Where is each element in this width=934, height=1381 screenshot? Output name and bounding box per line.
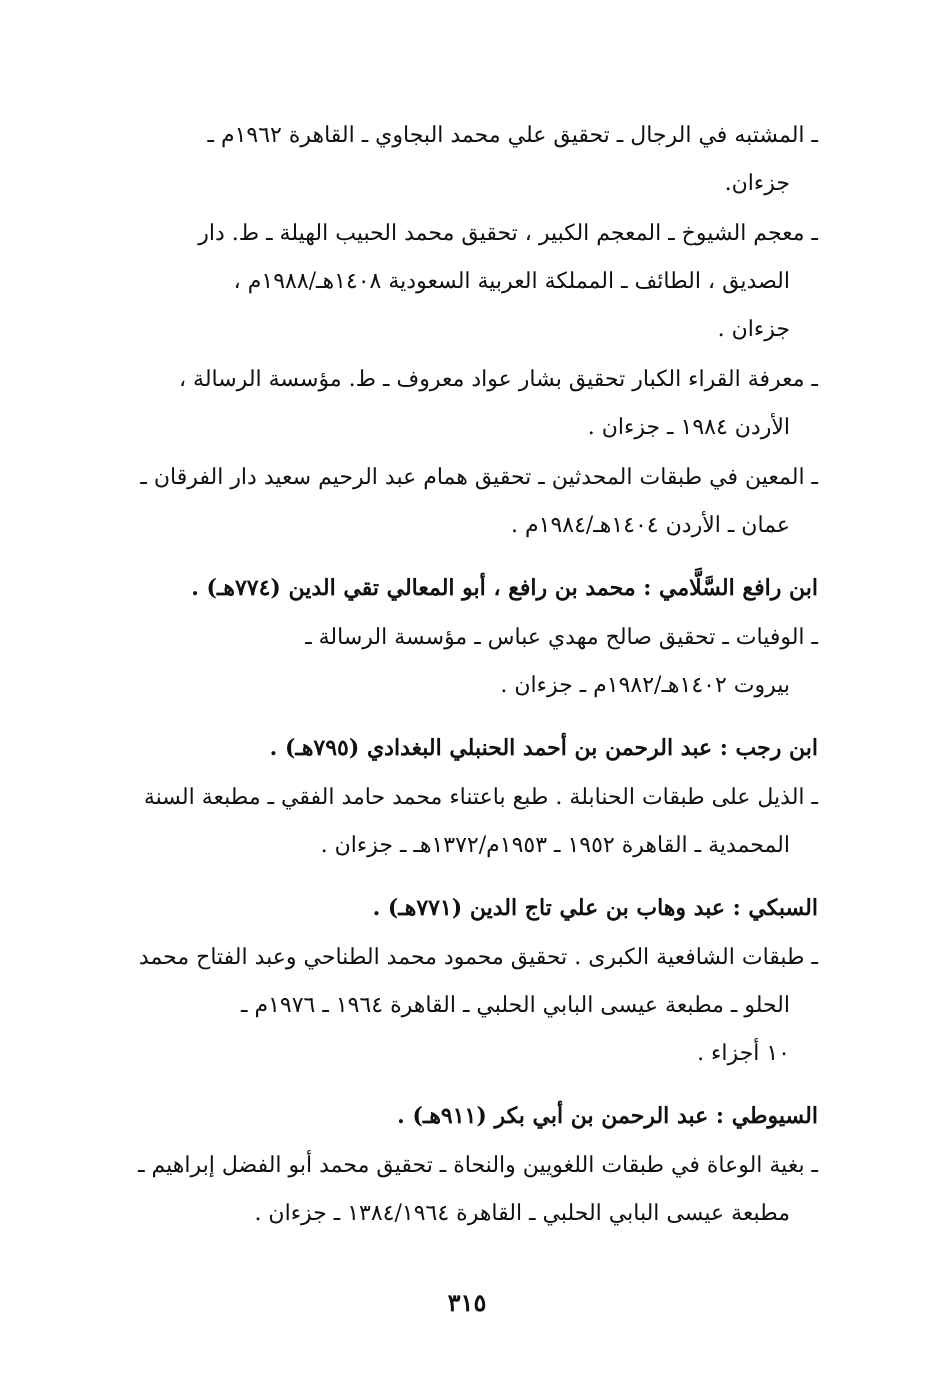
entry-continuation-line: مطبعة عيسى البابي الحلبي ـ القاهرة ١٣٨٤/١٩٦٤ ـ جزءان . [254,1201,790,1226]
bibliography-entry [128,934,818,1078]
entry-continuation-line: الأردن ١٩٨٤ ـ جزءان . [587,415,790,440]
bibliography-entry [128,454,818,550]
bibliography-entry [128,356,818,452]
author-heading-block [128,722,818,774]
entry-continuation-line: جزءان . [717,317,790,342]
author-heading: ابن رجب : عبد الرحمن بن أحمد الحنبلي البغدادي (٧٩٥هـ) . [269,735,818,761]
author-heading: السبكي : عبد وهاب بن علي تاج الدين (٧٧١هـ) . [372,895,818,921]
entry-continuation-line: عمان ـ الأردن ١٤٠٤هـ/١٩٨٤م . [511,513,790,538]
entry-continuation-line: المحمدية ـ القاهرة ١٩٥٢ ـ ١٩٥٣م/١٣٧٢هـ ـ جزءان . [320,833,790,858]
entry-continuation-line: جزءان. [724,171,790,196]
bibliography-entry [128,774,818,870]
entry-continuation-line: بيروت ١٤٠٢هـ/١٩٨٢م ـ جزءان . [500,673,790,698]
author-heading: السيوطي : عبد الرحمن بن أبي بكر (٩١١هـ) . [397,1103,818,1129]
author-heading-block [128,562,818,614]
author-heading: ابن رافع السَّلَّامي : محمد بن رافع ، أبو المعالي تقي الدين (٧٧٤هـ) . [191,575,818,601]
entry-first-line: ـ المعين في طبقات المحدثين ـ تحقيق همام عبد الرحيم سعيد دار الفرقان ـ [140,465,818,490]
author-heading-block [128,882,818,934]
entry-continuation-line: ١٠ أجزاء . [697,1041,790,1066]
entry-continuation-line: الحلو ـ مطبعة عيسى البابي الحلبي ـ القاهرة ١٩٦٤ ـ ١٩٧٦م ـ [241,993,790,1018]
bibliography-entry [128,210,818,354]
entry-first-line: ـ طبقات الشافعية الكبرى . تحقيق محمود محمد الطناحي وعبد الفتاح محمد [138,945,818,970]
page-number: ٣١٥ [447,1288,487,1317]
entry-continuation-line: الصديق ، الطائف ـ المملكة العربية السعودية ١٤٠٨هـ/١٩٨٨م ، [233,269,790,294]
bibliography-entry [128,1142,818,1238]
entry-first-line: ـ الوفيات ـ تحقيق صالح مهدي عباس ـ مؤسسة الرسالة ـ [305,625,818,650]
bibliography-page [128,112,818,1240]
entry-first-line: ـ المشتبه في الرجال ـ تحقيق علي محمد البجاوي ـ القاهرة ١٩٦٢م ـ [207,123,818,148]
entry-first-line: ـ بغية الوعاة في طبقات اللغويين والنحاة ـ تحقيق محمد أبو الفضل إبراهيم ـ [138,1153,818,1178]
bibliography-entry [128,614,818,710]
entry-first-line: ـ معرفة القراء الكبار تحقيق بشار عواد معروف ـ ط. مؤسسة الرسالة ، [178,367,818,392]
bibliography-entry [128,112,818,208]
entry-first-line: ـ الذيل على طبقات الحنابلة . طبع باعتناء محمد حامد الفقي ـ مطبعة السنة [143,785,818,810]
author-heading-block [128,1090,818,1142]
entry-first-line: ـ معجم الشيوخ ـ المعجم الكبير ، تحقيق محمد الحبيب الهيلة ـ ط. دار [198,221,818,246]
